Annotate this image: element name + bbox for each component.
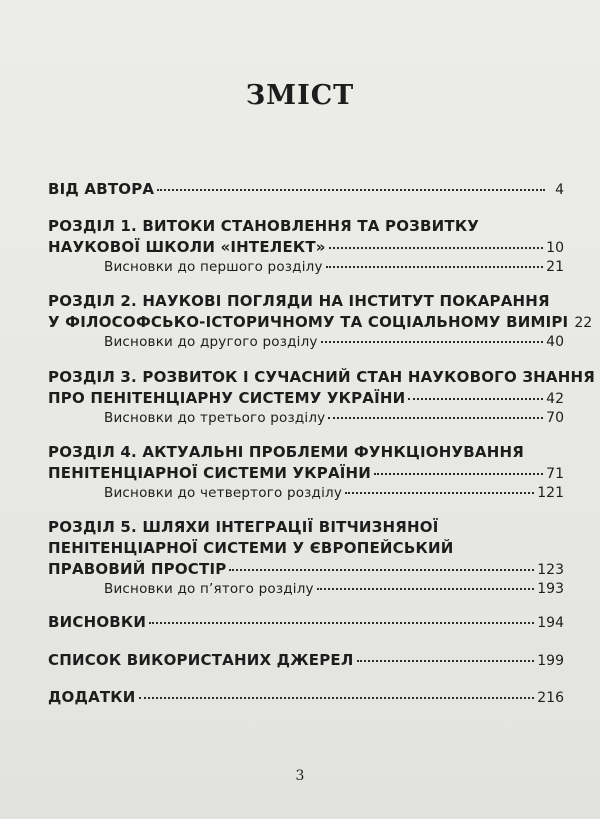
dot-leader (374, 472, 543, 475)
dot-leader (328, 416, 543, 419)
dot-leader (408, 397, 543, 400)
toc-entry-title: ПРО ПЕНІТЕНЦІАРНУ СИСТЕМУ УКРАЇНИ (48, 389, 406, 407)
toc-subentry-title: Висновки до другого розділу (104, 334, 318, 350)
toc-page-number: 40 (546, 334, 564, 350)
toc-page-number: 71 (546, 466, 564, 482)
dot-leader (326, 265, 544, 268)
dot-leader (229, 568, 534, 571)
toc-entry-title: ДОДАТКИ (48, 688, 136, 706)
toc-entry-title: ПЕНІТЕНЦІАРНОЇ СИСТЕМИ УКРАЇНИ (48, 464, 372, 482)
toc-page-number: 42 (546, 391, 564, 407)
toc-page-number: 21 (546, 259, 564, 275)
toc-entry-title: ВИСНОВКИ (48, 613, 147, 631)
dot-leader (329, 246, 543, 249)
toc-page-number: 199 (537, 653, 564, 669)
toc-page-number: 4 (555, 182, 564, 198)
toc-entry-author (48, 180, 564, 201)
toc-page-number: 194 (537, 615, 564, 631)
dot-leader (157, 188, 545, 191)
dot-leader (345, 491, 534, 494)
dot-leader (357, 659, 535, 662)
toc-subentry (48, 410, 564, 431)
toc-page-number: 10 (546, 240, 564, 256)
dot-leader (317, 587, 535, 590)
toc-entry-chapter-3 (48, 368, 595, 431)
toc-page-number: 70 (546, 410, 564, 426)
toc-entry-title: ПЕНІТЕНЦІАРНОЇ СИСТЕМИ У ЄВРОПЕЙСЬКИЙ (48, 539, 454, 557)
toc-subentry-title: Висновки до третього розділу (104, 410, 326, 426)
page-title: ЗМІСТ (245, 80, 355, 111)
toc-entry-appendices (48, 688, 564, 709)
toc-subentry-title: Висновки до п’ятого розділу (104, 581, 314, 597)
toc-entry-title: ПРАВОВИЙ ПРОСТІР (48, 560, 227, 578)
toc-entry-title: ВІД АВТОРА (48, 180, 155, 198)
toc-entry-chapter-5 (48, 518, 564, 602)
toc-subentry (48, 581, 564, 602)
toc-entry-title: РОЗДІЛ 3. РОЗВИТОК І СУЧАСНИЙ СТАН НАУКОВОГО ЗНАННЯ (48, 368, 595, 386)
dot-leader (149, 621, 534, 624)
dot-leader (139, 696, 535, 699)
toc-page-number: 22 (574, 315, 593, 331)
toc-subentry-title: Висновки до четвертого розділу (104, 485, 343, 501)
toc-entry-title: РОЗДІЛ 1. ВИТОКИ СТАНОВЛЕННЯ ТА РОЗВИТКУ (48, 217, 480, 235)
toc-entry-chapter-4 (48, 443, 564, 506)
page-number: 3 (295, 768, 305, 784)
toc-entry-title: НАУКОВОЇ ШКОЛИ «ІНТЕЛЕКТ» (48, 238, 326, 256)
toc-page-number: 123 (537, 562, 564, 578)
toc-entry-references (48, 651, 564, 672)
toc-entry-title: У ФІЛОСОФСЬКО-ІСТОРИЧНОМУ ТА СОЦІАЛЬНОМУ ВИМІРІ (48, 313, 569, 331)
toc-page-number: 216 (537, 690, 564, 706)
toc-entry-title: РОЗДІЛ 2. НАУКОВІ ПОГЛЯДИ НА ІНСТИТУТ ПОКАРАННЯ (48, 292, 550, 310)
toc-entry-chapter-2 (48, 292, 593, 355)
toc-subentry (48, 259, 564, 280)
toc-entry-title: СПИСОК ВИКОРИСТАНИХ ДЖЕРЕЛ (48, 651, 354, 669)
toc-entry-conclusions (48, 613, 564, 634)
toc-page-number: 121 (537, 485, 564, 501)
toc-page-number: 193 (537, 581, 564, 597)
toc-entry-chapter-1 (48, 217, 564, 280)
toc-entry-title: РОЗДІЛ 5. ШЛЯХИ ІНТЕГРАЦІЇ ВІТЧИЗНЯНОЇ (48, 518, 439, 536)
toc-entry-title: РОЗДІЛ 4. АКТУАЛЬНІ ПРОБЛЕМИ ФУНКЦІОНУВАННЯ (48, 443, 524, 461)
toc-subentry (48, 485, 564, 506)
toc-subentry (48, 334, 564, 355)
dot-leader (321, 340, 544, 343)
toc-subentry-title: Висновки до першого розділу (104, 259, 323, 275)
